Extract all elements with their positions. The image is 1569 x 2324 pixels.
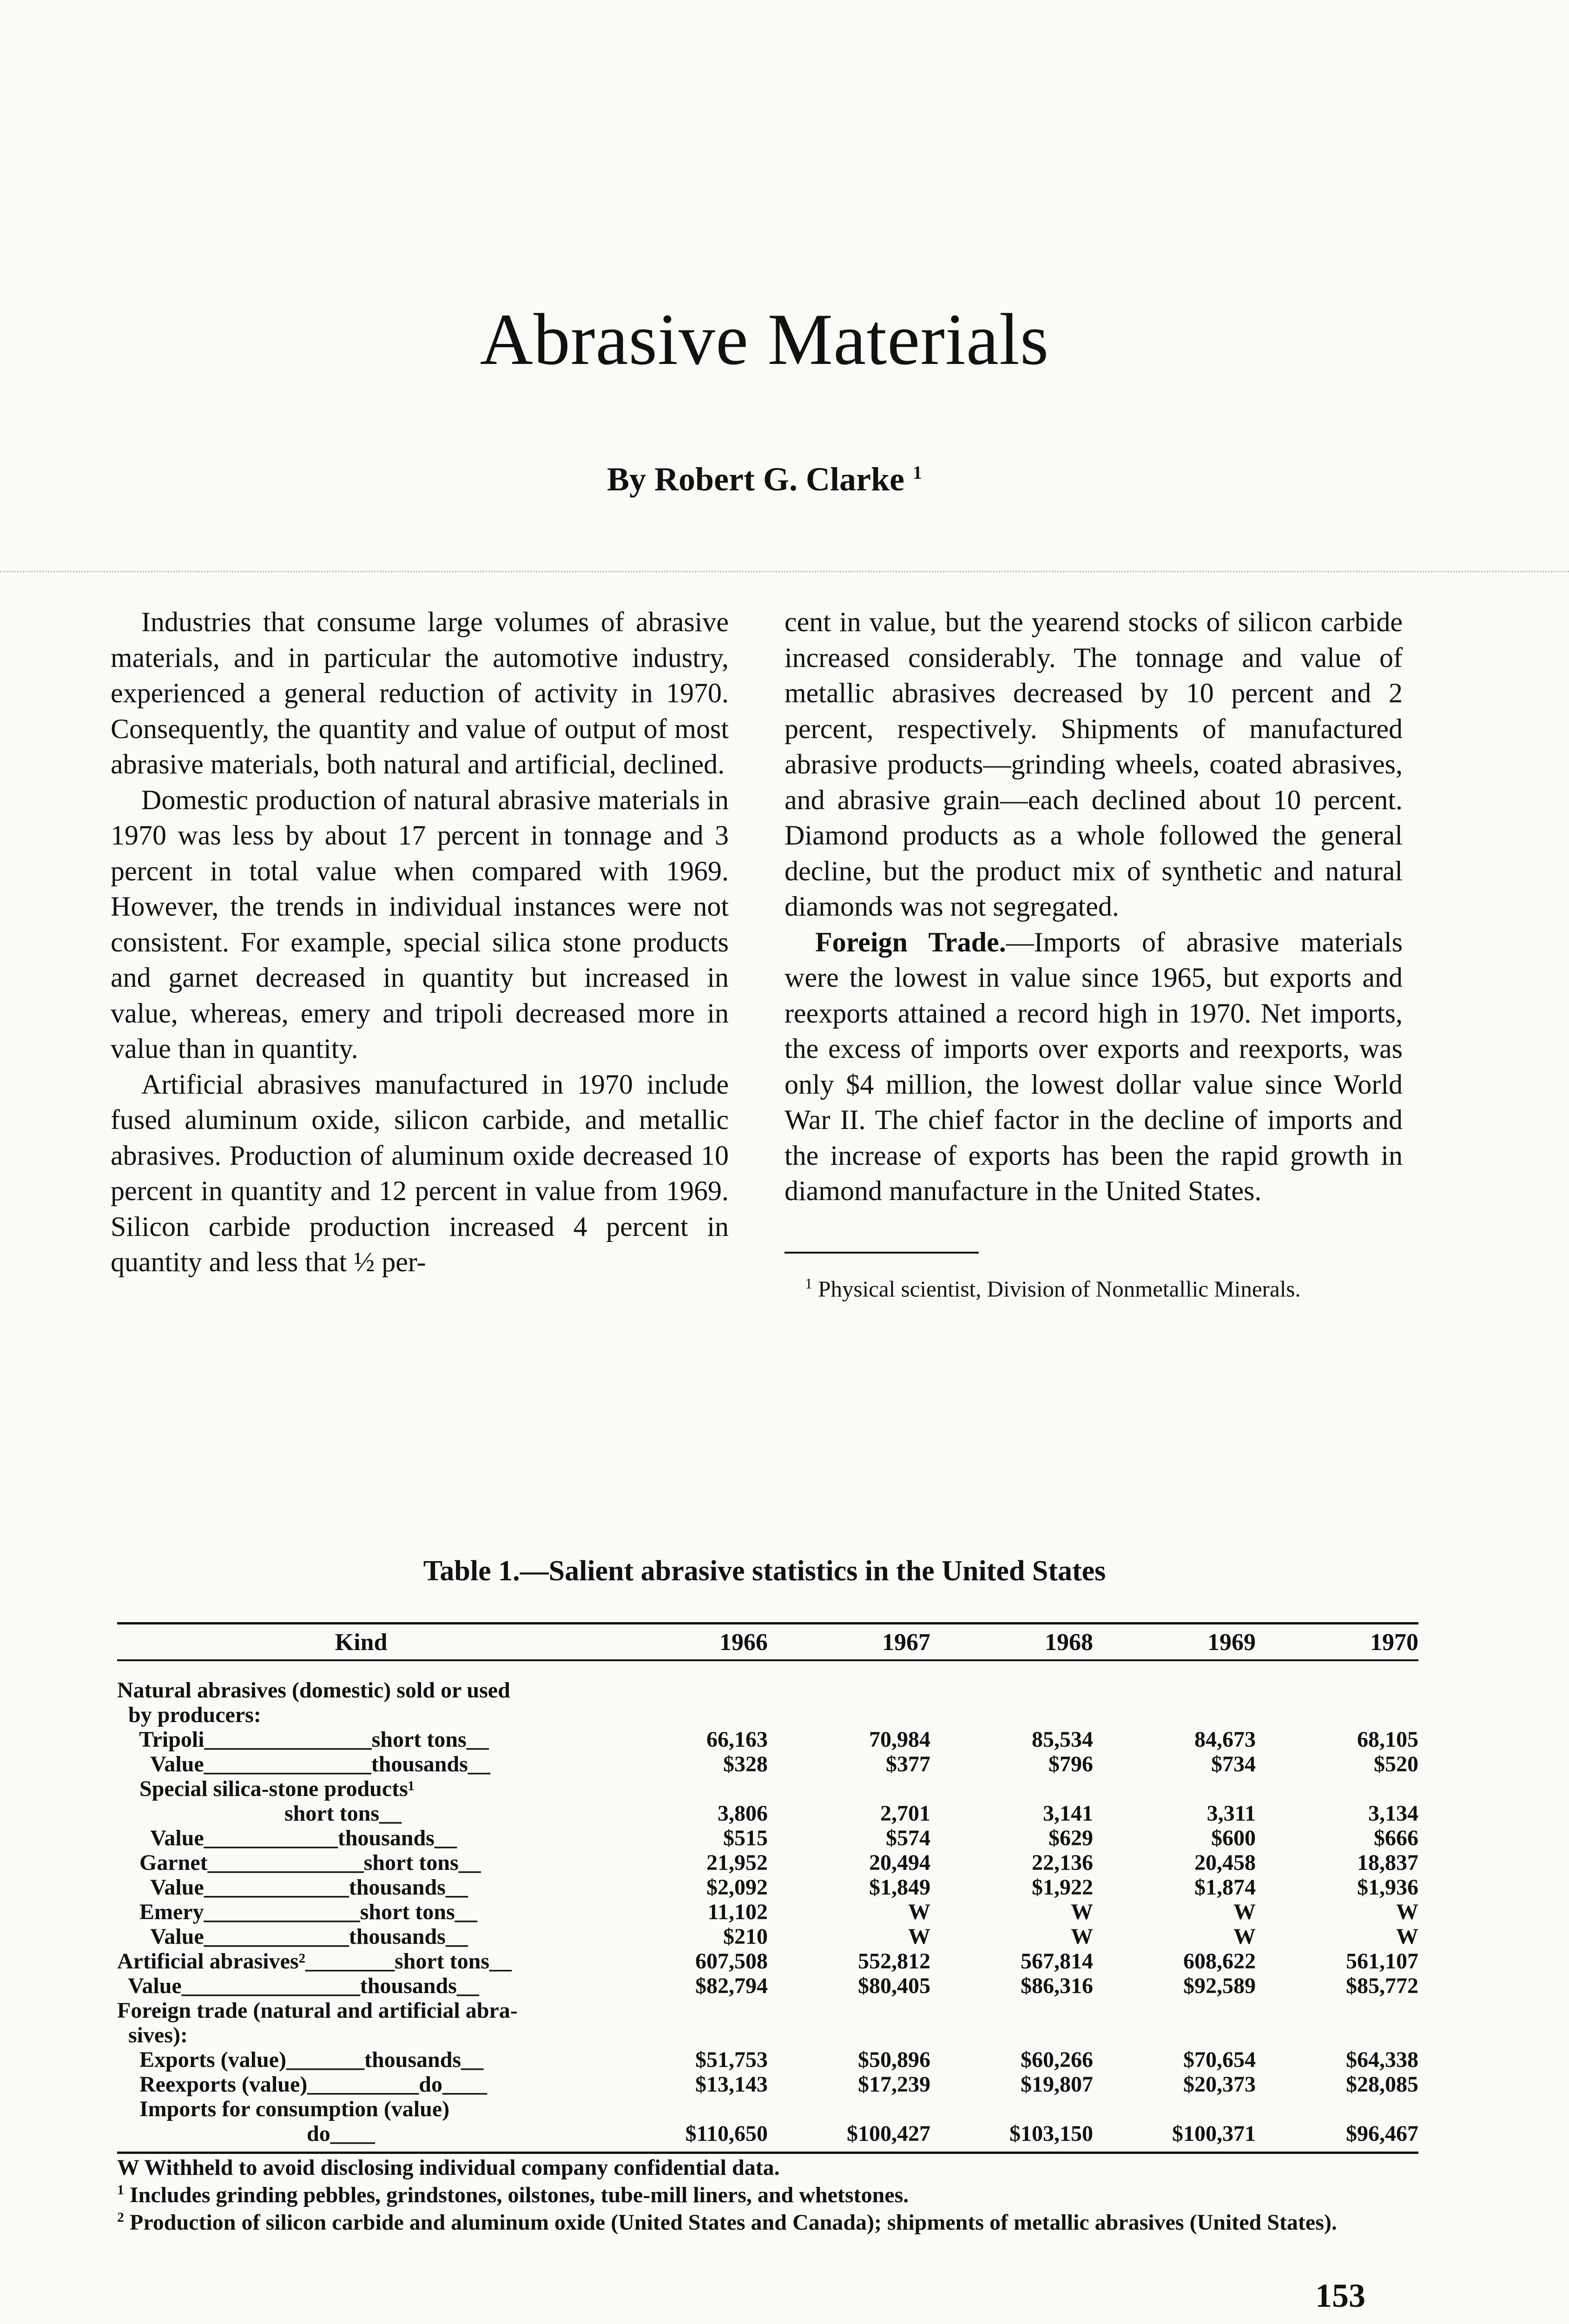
table-cell	[605, 1998, 768, 2023]
table-row	[117, 2047, 1418, 2072]
table-row	[117, 2072, 1418, 2097]
table-cell: 18,837	[1357, 1850, 1418, 1875]
table-cell	[930, 1703, 1093, 1727]
table-cell: W	[1071, 1900, 1093, 1924]
table-cell: 3,141	[1043, 1801, 1093, 1826]
table-cell: W	[1396, 1900, 1418, 1924]
table-cell: 3,806	[718, 1801, 768, 1826]
table-cell	[768, 2023, 930, 2047]
table-cell: $92,589	[1183, 1974, 1256, 1998]
note-mark: 1	[117, 2182, 124, 2198]
table-row	[117, 1974, 1418, 1998]
header-divider	[0, 571, 1569, 572]
table-cell: $85,772	[1346, 1974, 1418, 1998]
table-cell: $20,373	[1183, 2072, 1256, 2097]
footnote-mark: 1	[805, 1274, 812, 1292]
table-cell	[605, 1703, 768, 1727]
row-label: by producers:	[117, 1703, 261, 1727]
row-label: short tons__	[117, 1801, 402, 1826]
table-cell: 2,701	[880, 1801, 930, 1826]
table-cell	[930, 1678, 1093, 1703]
paragraph-text: —Imports of abrasive materials were the lowest in value since 1965, but exports and reexports attained a record high in 1970. Net imports, the excess of imports over exports and reexports, was only $4 million, the lowest dollar value since World War II. The chief factor in the decline of imports and the increase of exports has been the rapid growth in diamond manufacture in the United States.	[784, 926, 1403, 1206]
table-row	[117, 1875, 1418, 1900]
table-cell: $1,936	[1357, 1875, 1418, 1900]
table-cell: W	[1233, 1924, 1256, 1949]
paragraph: Artificial abrasives manufactured in 1970 include fused aluminum oxide, silicon carbide, and metallic abrasives. Production of aluminum oxide decreased 10 percent in quantity and 12 percent in value from 1969. Silicon carbide production increased 4 percent in quantity and less that ½ per-	[111, 1069, 729, 1277]
table-cell: 552,812	[858, 1949, 930, 1974]
row-label: Garnet______________short tons__	[117, 1850, 481, 1875]
table-cell: 20,494	[869, 1850, 930, 1875]
table-cell: $520	[1374, 1752, 1418, 1776]
table-cell: 607,508	[695, 1949, 768, 1974]
table-cell: $100,371	[1172, 2121, 1256, 2146]
table-cell	[768, 2097, 930, 2121]
table-cell: 11,102	[707, 1900, 768, 1924]
table-cell: $103,150	[1009, 2121, 1093, 2146]
table-cell	[1093, 1998, 1256, 2023]
table-cell	[930, 1998, 1093, 2023]
table-row	[117, 1801, 1418, 1826]
left-column	[111, 604, 729, 1280]
right-column	[784, 604, 1403, 1302]
footnote-rule	[784, 1252, 979, 1254]
column-header-kind: Kind	[335, 1629, 388, 1656]
table-cell: 20,458	[1194, 1850, 1256, 1875]
table-cell	[1256, 1703, 1418, 1727]
table-cell: $17,239	[858, 2072, 930, 2097]
table-cell: 66,163	[706, 1727, 768, 1752]
table-row	[117, 1678, 1418, 1703]
table-row	[117, 2023, 1418, 2047]
table-cell: $377	[886, 1752, 930, 1776]
row-label: Natural abrasives (domestic) sold or used	[117, 1678, 510, 1703]
column-header-year: 1969	[1207, 1629, 1256, 1656]
table-cell	[1093, 2023, 1256, 2047]
table-cell: 22,136	[1032, 1850, 1093, 1875]
table-cell: $2,092	[706, 1875, 768, 1900]
table-cell	[768, 1703, 930, 1727]
table-cell	[605, 2097, 768, 2121]
row-label: Reexports (value)__________do____	[117, 2072, 487, 2097]
table-cell: $574	[886, 1826, 930, 1850]
row-label: Special silica-stone products¹	[117, 1776, 415, 1801]
table-cell: 561,107	[1346, 1949, 1418, 1974]
table-notes	[117, 2157, 1418, 2234]
row-label: sives):	[117, 2023, 188, 2047]
byline-footnote-mark: 1	[912, 462, 922, 483]
table-bottom-rule	[117, 2152, 1418, 2154]
table-row	[117, 1924, 1418, 1949]
table-cell: $70,654	[1183, 2047, 1256, 2072]
statistics-table	[117, 1622, 1418, 2154]
table-cell: $110,650	[685, 2121, 768, 2146]
table-cell: $64,338	[1346, 2047, 1418, 2072]
table-cell: 68,105	[1357, 1727, 1418, 1752]
table-row	[117, 1703, 1418, 1727]
table-cell: $734	[1211, 1752, 1256, 1776]
table-cell: $51,753	[695, 2047, 768, 2072]
table-row	[117, 1776, 1418, 1801]
paragraph: Domestic production of natural abrasive materials in 1970 was less by about 17 percent in tonnage and 3 percent in total value when compared with 1969. However, the trends in individual instances were not consistent. For example, special silica stone products and garnet decreased in quantity but increased in value, whereas, emery and tripoli decreased more in value than in quantity.	[111, 784, 729, 1064]
table-cell	[1093, 1776, 1256, 1801]
table-cell: W	[1233, 1900, 1256, 1924]
table-cell: $80,405	[858, 1974, 930, 1998]
table-row	[117, 1850, 1418, 1875]
table-cell	[605, 1678, 768, 1703]
table-cell	[605, 1776, 768, 1801]
footnote-text: Physical scientist, Division of Nonmetallic Minerals.	[818, 1275, 1301, 1301]
table-cell: $629	[1048, 1826, 1093, 1850]
table-row	[117, 1752, 1418, 1776]
table-cell: 608,622	[1183, 1949, 1256, 1974]
paragraph-continuation: cent in value, but the yearend stocks of silicon carbide increased considerably. The tonnage and value of metallic abrasives decreased by 10 percent and 2 percent, respectively. Shipments of manufactured abrasive products—grinding wheels, coated abrasives, and abrasive grain—each declined about 10 percent. Diamond products as a whole followed the general decline, but the product mix of synthetic and natural diamonds was not segregated.	[784, 607, 1403, 922]
table-cell: $13,143	[695, 2072, 768, 2097]
page-number: 153	[1315, 2277, 1365, 2314]
table-cell: $210	[723, 1924, 768, 1949]
table-cell: $666	[1374, 1826, 1418, 1850]
table-row	[117, 1826, 1418, 1850]
row-label: Tripoli_______________short tons__	[117, 1727, 489, 1752]
table-cell: $96,467	[1346, 2121, 1418, 2146]
table-cell	[1093, 1678, 1256, 1703]
table-cell: $796	[1048, 1752, 1093, 1776]
table-cell: $86,316	[1021, 1974, 1093, 1998]
table-cell: $60,266	[1021, 2047, 1093, 2072]
table-cell: 85,534	[1032, 1727, 1093, 1752]
table-cell: 3,311	[1206, 1801, 1256, 1826]
table-row	[117, 1949, 1418, 1974]
table-cell: $50,896	[858, 2047, 930, 2072]
byline	[0, 460, 1529, 499]
table-cell	[930, 2097, 1093, 2121]
table-cell: $100,427	[847, 2121, 930, 2146]
table-cell: W	[908, 1900, 930, 1924]
table-cell: $1,922	[1032, 1875, 1093, 1900]
table-cell	[605, 2023, 768, 2047]
column-header-year: 1967	[882, 1629, 930, 1656]
table-cell	[1093, 1703, 1256, 1727]
row-label: Foreign trade (natural and artificial abra-	[117, 1998, 518, 2023]
table-note: $^1$ Includes grinding pebbles, grindstones, oilstones, tube-mill liners, and whetstones.	[117, 2182, 909, 2207]
table-cell: 3,134	[1368, 1801, 1418, 1826]
table-cell: $19,807	[1021, 2072, 1093, 2097]
table-cell	[1256, 2023, 1418, 2047]
table-note: W Withheld to avoid disclosing individual company confidential data.	[117, 2155, 780, 2180]
table-row	[117, 2121, 1418, 2146]
table-cell: $1,874	[1194, 1875, 1256, 1900]
table-cell: $328	[723, 1752, 768, 1776]
table-cell: 21,952	[706, 1850, 768, 1875]
table-row	[117, 1727, 1418, 1752]
page-title: Abrasive Materials	[480, 299, 1049, 380]
table-cell: W	[1396, 1924, 1418, 1949]
table-cell	[768, 1678, 930, 1703]
table-cell	[1256, 1776, 1418, 1801]
row-label: Value________________thousands__	[117, 1974, 479, 1998]
table-cell: 567,814	[1021, 1949, 1093, 1974]
table-cell: 84,673	[1194, 1727, 1256, 1752]
note-mark: 2	[117, 2210, 124, 2225]
run-in-heading: Foreign Trade.	[815, 926, 1006, 957]
column-header-year: 1966	[719, 1629, 768, 1656]
table-cell	[930, 1776, 1093, 1801]
table-cell: $82,794	[695, 1974, 768, 1998]
table-cell: W	[1071, 1924, 1093, 1949]
paragraph: Industries that consume large volumes of abrasive materials, and in particular the automotive industry, experienced a general reduction of activity in 1970. Consequently, the quantity and value of output of most abrasive materials, both natural and artificial, declined.	[111, 607, 729, 779]
table-cell: $515	[723, 1826, 768, 1850]
table-row	[117, 1900, 1418, 1924]
table-cell	[1256, 2097, 1418, 2121]
row-label: Value_______________thousands__	[117, 1752, 490, 1776]
table-cell: $28,085	[1346, 2072, 1418, 2097]
row-label: do____	[117, 2121, 375, 2146]
row-label: Imports for consumption (value)	[117, 2097, 450, 2121]
table-body	[117, 1661, 1418, 2152]
row-label: Exports (value)_______thousands__	[117, 2047, 484, 2072]
table-cell: $600	[1211, 1826, 1256, 1850]
table-cell	[768, 1998, 930, 2023]
table-row	[117, 1998, 1418, 2023]
table-cell	[768, 1776, 930, 1801]
table-cell: 70,984	[869, 1727, 930, 1752]
table-title: Table 1.—Salient abrasive statistics in the United States	[423, 1555, 1106, 1587]
table-cell	[1256, 1998, 1418, 2023]
row-label: Value_____________thousands__	[117, 1875, 468, 1900]
table-cell: W	[908, 1924, 930, 1949]
row-label: Artificial abrasives²________short tons__	[117, 1949, 512, 1974]
author-name: By Robert G. Clarke	[607, 461, 904, 498]
column-header-year: 1970	[1370, 1629, 1418, 1656]
row-label: Value____________thousands__	[117, 1826, 457, 1850]
row-label: Value_____________thousands__	[117, 1924, 468, 1949]
table-cell	[1256, 1678, 1418, 1703]
table-cell: $1,849	[869, 1875, 930, 1900]
author-footnote	[784, 1270, 1403, 1302]
table-cell	[1093, 2097, 1256, 2121]
row-label: Emery______________short tons__	[117, 1900, 477, 1924]
column-header-year: 1968	[1045, 1629, 1093, 1656]
table-cell	[930, 2023, 1093, 2047]
table-header-row	[117, 1624, 1418, 1659]
paragraph-foreign-trade	[784, 924, 1403, 1209]
table-row	[117, 2097, 1418, 2121]
table-note: $^2$ Production of silicon carbide and aluminum oxide (United States and Canada); shipments of metallic abrasives (United States).	[117, 2210, 1337, 2235]
